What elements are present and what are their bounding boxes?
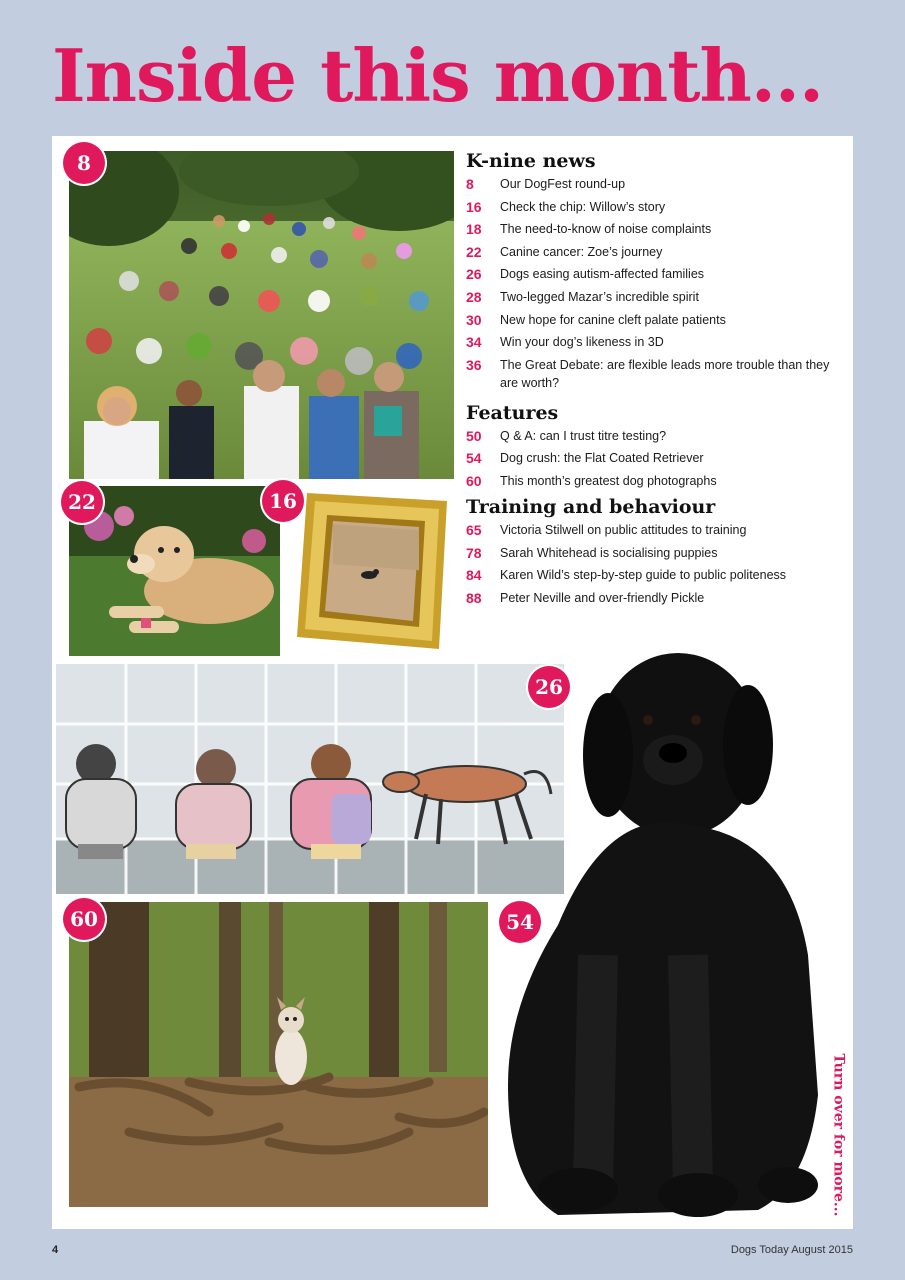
contents-row [466,198,836,216]
contents-row [466,472,836,490]
page-number: 65 [466,521,482,538]
page-number: 30 [466,311,482,328]
page-badge-26: 26 [528,666,570,708]
contents-row [466,356,836,392]
article-title: Two-legged Mazar’s incredible spirit [500,289,699,304]
page-number: 84 [466,567,482,584]
contents-row [466,265,836,283]
page-number: 78 [466,544,482,561]
woodland-terrier-photo [69,902,488,1207]
article-title: Dogs easing autism-affected families [500,267,705,282]
page-number: 54 [466,450,482,467]
article-title: Victoria Stilwell on public attitudes to training [500,522,747,537]
page-badge-8: 8 [63,142,105,184]
page-number: 22 [466,243,482,260]
article-title: New hope for canine cleft palate patients [500,312,726,327]
contents-row [466,521,836,539]
dogfest-crowd-photo [69,151,454,479]
article-title: The need-to-know of noise complaints [500,222,712,237]
section-heading-training-and-behaviour: Training and behaviour [466,495,716,518]
contents-row [466,589,836,607]
page-badge-54: 54 [499,901,541,943]
contents-row [466,427,836,445]
contents-row [466,449,836,467]
article-title: Canine cancer: Zoe’s journey [500,244,663,259]
article-title: Check the chip: Willow’s story [500,199,666,214]
article-title: The Great Debate: are flexible leads more trouble than they are worth? [500,357,830,390]
page-number: 36 [466,356,482,373]
page-number-footer: 4 [52,1244,59,1256]
page-number: 26 [466,266,482,283]
table-of-contents [466,150,836,611]
page-number: 50 [466,427,482,444]
contents-row [466,544,836,562]
page-number: 28 [466,288,482,305]
article-title: Peter Neville and over-friendly Pickle [500,590,705,605]
contents-row [466,311,836,329]
dogfest-crowd-illustration [69,151,454,479]
page-number: 8 [466,176,474,192]
framed-beach-photo [287,487,457,657]
page-badge-60: 60 [63,898,105,940]
article-title: Our DogFest round-up [500,177,626,191]
turn-over-text: Turn over for more... [831,1053,848,1217]
contents-row [466,288,836,306]
page-number: 88 [466,589,482,606]
section-heading-features: Features [466,401,559,424]
article-title: Karen Wild’s step-by-step guide to public politeness [500,568,787,583]
turn-over-note [826,1050,852,1220]
contents-row [466,243,836,261]
contents-row [466,333,836,351]
page-number: 16 [466,198,482,215]
contents-row [466,220,836,238]
article-title: Sarah Whitehead is socialising puppies [500,545,718,560]
article-title: This month’s greatest dog photographs [500,473,717,488]
contents-row [466,175,836,193]
gold-frame-illustration [287,487,457,657]
page-number: 34 [466,334,482,351]
page-title: Inside this month... [52,33,824,118]
page-number: 60 [466,472,482,489]
section-heading-k-nine-news: K-nine news [466,150,596,172]
article-title: Win your dog’s likeness in 3D [500,335,664,350]
page-number: 18 [466,221,482,238]
issue-footer: Dogs Today August 2015 [730,1244,853,1256]
woodland-illustration [69,902,488,1207]
page-badge-22: 22 [61,481,103,523]
article-title: Dog crush: the Flat Coated Retriever [500,451,704,466]
contents-row [466,566,836,584]
page-badge-16: 16 [262,480,304,522]
article-title: Q & A: can I trust titre testing? [500,428,667,443]
